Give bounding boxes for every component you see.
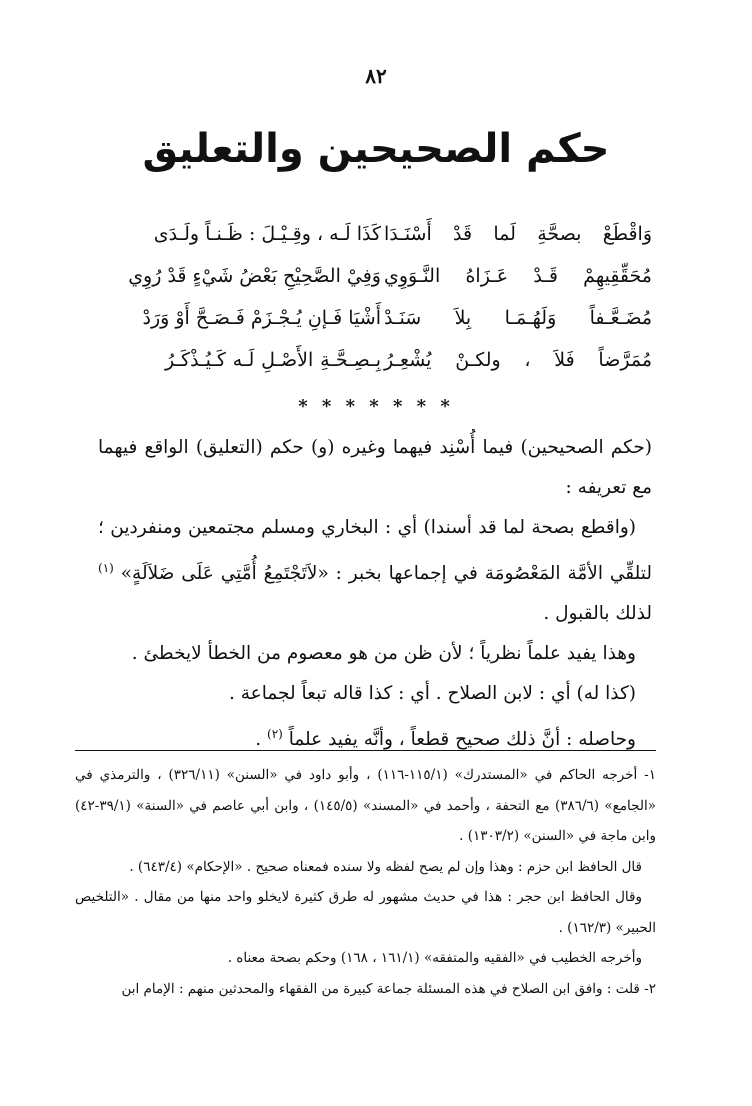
verse-second-hemistich: أَشْيَا فَـإنِ يُـجْـزَمْ فَـصَـحَّ أَوْ وَرَدْ	[142, 307, 381, 329]
verse	[128, 265, 652, 307]
verse-second-hemistich: بِـصِـحَّـةِ الأَصْـلِ لَـه كَـيُـذْكَـرُ	[165, 349, 381, 371]
footnote-marker[interactable]: (٢)	[267, 727, 283, 742]
verse-first-hemistich: مُمَرَّضاً فَلاَ ، ولكـنْ يُشْعِـرُ	[384, 349, 652, 371]
paragraph	[98, 634, 652, 674]
footnote-divider	[75, 750, 656, 751]
verse-second-hemistich: وَفِيْ الصَّحِيْحِ بَعْضُ شَيْءٍ قَدْ رُوِي	[128, 265, 381, 287]
paragraph-text: (واقطع بصحة لما قد أسندا) أي : البخاري ومسلم مجتمعين ومنفردين ؛ لتلقِّي الأمَّة المَعْصُومَة في إجماعها بخبر : «لاَتَجْتَمِعُ أُمَّتِي عَلَى ضَلاَلَةٍ»	[98, 517, 652, 585]
footnote: وقال الحافظ ابن حجر : هذا في حديث مشهور له طرق كثيرة لايخلو واحد منها من مقال . «التلخيص الحبير» (١٦٢/٣) .	[75, 889, 656, 936]
paragraph-text: (حكم الصحيحين) فيما أُسْنِد فيهما وغيره (و) حكم (التعليق) الواقع فيهما مع تعريفه :	[98, 437, 652, 498]
paragraph	[98, 428, 652, 508]
commentary-body	[98, 428, 652, 760]
verse-second-hemistich: كَذَا لَـه ، وقِـيْـلَ : ظَـنـاً ولَـدَى	[153, 223, 381, 245]
verse-first-hemistich: وَاقْطَعْ بصحَّةِ لَما قَدْ أَسْنَـدَا	[384, 223, 652, 245]
section-separator: * * * * * * *	[298, 396, 454, 417]
paragraph-text: (كذا له) أي : لابن الصلاح . أي : كذا قاله تبعاً لجماعة .	[229, 683, 636, 705]
footnote: وأخرجه الخطيب في «الفقيه والمتفقه» (١٦١/١ ، ١٦٨) وحكم بصحة معناه .	[227, 950, 642, 966]
paragraph-text: وهذا يفيد علماً نظرياً ؛ لأن ظن من هو معصوم من الخطأ لايخطئ .	[131, 643, 636, 665]
footnote: قال الحافظ ابن حزم : وهذا وإن لم يصح لفظه ولا سنده فمعناه صحيح . «الإحكام» (٦٤٣/٤) .	[129, 858, 642, 875]
footnotes	[75, 760, 656, 1004]
poem-verses	[128, 223, 652, 391]
verse-first-hemistich: مُحَقِّقِيهِمْ قَـدْ عَـزَاهُ النَّـوَوِي	[384, 265, 652, 287]
paragraph	[98, 674, 652, 714]
verse	[153, 223, 652, 265]
footnote: ١- أخرجه الحاكم في «المستدرك» (١١٥/١-١١٦) ، وأبو داود في «السنن» (٣٢٦/١١) ، والترمذي في «الجامع» (٣٨٦/٦) مع التحفة ، وأحمد في «المسند» (١٤٥/٥) ، وابن أبي عاصم في «السنة» (٣٩/١-٤٢) وابن ماجة في «السنن» (١٣٠٣/٢) .	[75, 767, 657, 844]
chapter-title: حكم الصحيحين والتعليق	[142, 126, 610, 172]
page-number: ٨٢	[365, 64, 387, 88]
paragraph	[98, 508, 652, 634]
verse-first-hemistich: مُضَـعَّـفاً وَلَهُـمَـا بِلاَ سَنَـدْ	[384, 307, 652, 329]
paragraph	[98, 714, 652, 760]
footnote: ٢- قلت : وافق ابن الصلاح في هذه المسئلة جماعة كبيرة من الفقهاء والمحدثين منهم : الإمام ابن	[121, 980, 656, 997]
paragraph-text: وحاصله : أنَّ ذلك صحيح قطعاً ، وأنَّه يفيد علماً	[288, 729, 636, 751]
paragraph-text: .	[255, 729, 267, 751]
verse	[142, 307, 652, 349]
verse	[165, 349, 652, 391]
footnote-marker[interactable]: (١)	[98, 561, 114, 575]
paragraph-text: لذلك بالقبول .	[543, 603, 652, 625]
